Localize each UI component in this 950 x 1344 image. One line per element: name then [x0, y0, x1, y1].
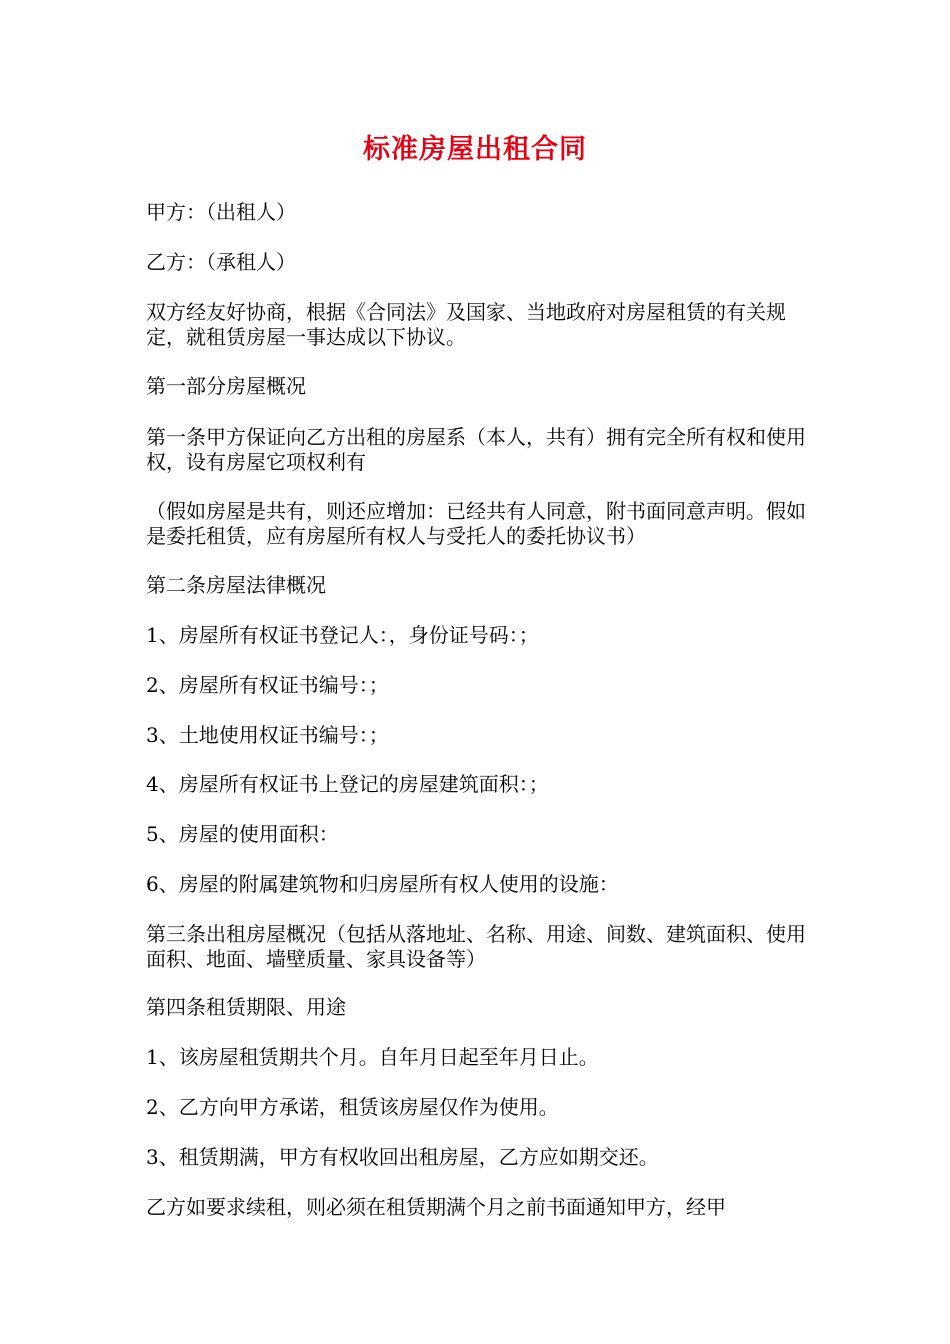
term-item-1: 1、该房屋租赁期共个月。自年月日起至年月日止。: [146, 1045, 599, 1069]
list-item-2: 2、房屋所有权证书编号：；: [146, 673, 389, 697]
party-b-line: 乙方：（承租人）: [146, 250, 296, 274]
article-three-paragraph: 第三条出租房屋概况（包括从落地址、名称、用途、间数、建筑面积、使用面积、地面、墙壁质量、家具设备等）: [146, 922, 806, 971]
list-item-1: 1、房屋所有权证书登记人：，身份证号码：；: [146, 623, 539, 647]
article-four-heading: 第四条租赁期限、用途: [146, 995, 346, 1019]
section-heading-part-one: 第一部分房屋概况: [146, 374, 306, 398]
list-item-3: 3、土地使用权证书编号：；: [146, 723, 389, 747]
renewal-paragraph: 乙方如要求续租，则必须在租赁期满个月之前书面通知甲方，经甲: [146, 1195, 726, 1219]
article-two-heading: 第二条房屋法律概况: [146, 573, 326, 597]
article-one-paragraph: 第一条甲方保证向乙方出租的房屋系（本人，共有）拥有完全所有权和使用权，设有房屋它项权利有: [146, 425, 806, 474]
preamble-paragraph: 双方经友好协商，根据《合同法》及国家、当地政府对房屋租赁的有关规定，就租赁房屋一事达成以下协议。: [146, 300, 786, 349]
article-one-note: （假如房屋是共有，则还应增加：已经共有人同意，附书面同意声明。假如是委托租赁，应有房屋所有权人与受托人的委托协议书）: [146, 499, 806, 548]
list-item-6: 6、房屋的附属建筑物和归房屋所有权人使用的设施：: [146, 872, 619, 896]
term-item-2: 2、乙方向甲方承诺，租赁该房屋仅作为使用。: [146, 1095, 559, 1119]
term-item-3: 3、租赁期满，甲方有权收回出租房屋，乙方应如期交还。: [146, 1145, 659, 1169]
list-item-5: 5、房屋的使用面积：: [146, 822, 339, 846]
party-a-line: 甲方：（出租人）: [146, 200, 296, 224]
document-title: 标准房屋出租合同: [363, 134, 587, 165]
list-item-4: 4、房屋所有权证书上登记的房屋建筑面积：；: [146, 772, 549, 796]
